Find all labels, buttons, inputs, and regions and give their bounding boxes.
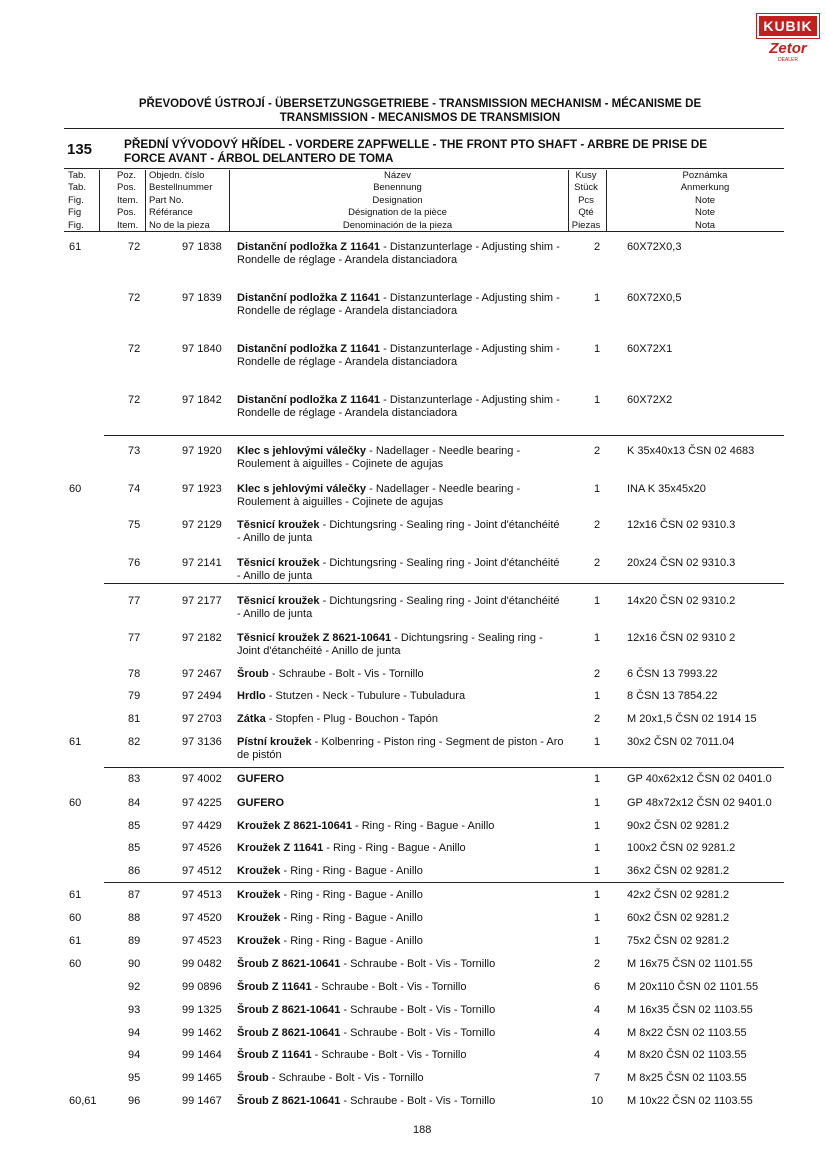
note-cell: M 20x110 ČSN 02 1101.55 [627, 981, 759, 993]
part-number-cell: 97 4526 [182, 842, 222, 854]
mechanism-title [100, 97, 740, 125]
part-translations: - Schraube - Bolt - Vis - Tornillo [271, 1072, 424, 1084]
quantity-cell: 1 [593, 797, 601, 809]
description-cell [237, 632, 565, 658]
part-translations: - Kolbenring - Piston ring - Segment de piston - Aro de pistón [237, 736, 564, 761]
part-number-cell: 97 4523 [182, 935, 222, 947]
part-number-cell: 99 0896 [182, 981, 222, 993]
part-number-cell: 97 1842 [182, 394, 222, 406]
description-cell [237, 292, 565, 318]
part-number-cell: 99 1462 [182, 1027, 222, 1039]
quantity-cell: 1 [593, 632, 601, 644]
header-line: Pos. [117, 207, 137, 219]
position-cell: 82 [128, 736, 141, 748]
part-translations: - Schraube - Bolt - Vis - Tornillo [343, 1027, 496, 1039]
note-cell: 60X72X0,5 [627, 292, 682, 304]
part-number-cell: 97 1920 [182, 445, 222, 457]
position-cell: 75 [128, 519, 141, 531]
quantity-cell: 1 [593, 736, 601, 748]
description-cell [237, 889, 565, 902]
column-divider [145, 170, 146, 232]
note-cell: 14x20 ČSN 02 9310.2 [627, 595, 736, 607]
position-cell: 90 [128, 958, 141, 970]
header-line: Item. [117, 194, 139, 206]
position-cell: 94 [128, 1049, 141, 1061]
description-cell [237, 865, 565, 878]
part-name: Šroub Z 8621-10641 [237, 958, 341, 970]
column-header-note [610, 170, 800, 232]
quantity-cell: 2 [593, 519, 601, 531]
note-cell: 12x16 ČSN 02 9310.3 [627, 519, 736, 531]
part-name: GUFERO [237, 797, 285, 809]
description-cell [237, 981, 565, 994]
position-cell: 76 [128, 557, 141, 569]
part-translations: - Distanzunterlage - Adjusting shim - Rondelle de réglage - Arandela distanciadora [237, 343, 560, 368]
quantity-cell: 4 [593, 1004, 601, 1016]
part-name: GUFERO [237, 773, 285, 785]
position-cell: 84 [128, 797, 141, 809]
fig-cell: 61 [69, 241, 82, 253]
group-separator [104, 767, 784, 768]
part-name: Kroužek [237, 935, 281, 947]
group-separator [104, 882, 784, 883]
part-name: Šroub Z 8621-10641 [237, 1004, 341, 1016]
note-cell: M 8x20 ČSN 02 1103.55 [627, 1049, 747, 1061]
description-cell [237, 935, 565, 948]
part-translations: - Nadellager - Needle bearing - Roulement à aiguilles - Cojinete de agujas [237, 483, 521, 508]
part-translations: - Stopfen - Plug - Bouchon - Tapón [268, 713, 438, 725]
header-line: Note [694, 207, 716, 219]
part-name: Šroub Z 11641 [237, 981, 312, 993]
part-number-cell: 99 1467 [182, 1095, 222, 1107]
part-translations: - Ring - Ring - Bague - Anillo [283, 935, 423, 947]
quantity-cell: 1 [593, 394, 601, 406]
description-cell [237, 1027, 565, 1040]
position-cell: 72 [128, 343, 141, 355]
part-number-cell: 97 2129 [182, 519, 222, 531]
fig-cell: 60 [69, 958, 82, 970]
part-number-cell: 97 4225 [182, 797, 222, 809]
description-cell [237, 241, 565, 267]
part-translations: - Ring - Ring - Bague - Anillo [283, 865, 423, 877]
position-cell: 72 [128, 394, 141, 406]
note-cell: GP 40x62x12 ČSN 02 0401.0 [627, 773, 772, 785]
note-cell: 90x2 ČSN 02 9281.2 [627, 820, 730, 832]
part-number-cell: 97 2467 [182, 668, 222, 680]
part-translations: - Distanzunterlage - Adjusting shim - Rondelle de réglage - Arandela distanciadora [237, 394, 560, 419]
part-translations: - Schraube - Bolt - Vis - Tornillo [343, 958, 496, 970]
description-cell [237, 820, 565, 833]
part-number-cell: 97 4512 [182, 865, 222, 877]
column-header-name [230, 170, 565, 232]
header-line: Stück [574, 182, 598, 194]
kubik-zetor-logo [757, 14, 819, 72]
position-cell: 87 [128, 889, 141, 901]
quantity-cell: 1 [593, 595, 601, 607]
note-cell: GP 48x72x12 ČSN 02 9401.0 [627, 797, 772, 809]
part-name: Šroub Z 11641 [237, 1049, 312, 1061]
part-name: Klec s jehlovými válečky [237, 445, 367, 457]
part-name: Distanční podložka Z 11641 [237, 241, 381, 253]
quantity-cell: 2 [593, 958, 601, 970]
part-translations: - Ring - Ring - Bague - Anillo [355, 820, 495, 832]
description-cell [237, 842, 565, 855]
position-cell: 89 [128, 935, 141, 947]
note-cell: M 10x22 ČSN 02 1103.55 [627, 1095, 753, 1107]
part-translations: - Ring - Ring - Bague - Anillo [283, 889, 423, 901]
logo-brand: KUBIK [757, 14, 819, 38]
quantity-cell: 4 [593, 1049, 601, 1061]
note-cell: 36x2 ČSN 02 9281.2 [627, 865, 730, 877]
position-cell: 92 [128, 981, 141, 993]
header-line: Fig. [68, 194, 84, 206]
position-cell: 85 [128, 820, 141, 832]
part-name: Zátka [237, 713, 266, 725]
part-translations: - Ring - Ring - Bague - Anillo [326, 842, 466, 854]
position-cell: 78 [128, 668, 141, 680]
section-title [124, 137, 774, 165]
part-number-cell: 97 4520 [182, 912, 222, 924]
note-cell: 60x2 ČSN 02 9281.2 [627, 912, 730, 924]
note-cell: 60X72X1 [627, 343, 673, 355]
quantity-cell: 2 [593, 241, 601, 253]
note-cell: 60X72X2 [627, 394, 673, 406]
column-divider [229, 170, 230, 232]
quantity-cell: 1 [593, 912, 601, 924]
position-cell: 86 [128, 865, 141, 877]
header-line: Objedn. číslo [149, 170, 205, 181]
part-name: Šroub [237, 668, 269, 680]
quantity-cell: 1 [593, 889, 601, 901]
part-name: Šroub Z 8621-10641 [237, 1027, 341, 1039]
position-cell: 72 [128, 241, 141, 253]
part-translations: - Schraube - Bolt - Vis - Tornillo [314, 1049, 467, 1061]
note-cell: 12x16 ČSN 02 9310 2 [627, 632, 736, 644]
note-cell: M 8x22 ČSN 02 1103.55 [627, 1027, 747, 1039]
section-title-line1: PŘEDNÍ VÝVODOVÝ HŘÍDEL - VORDERE ZAPFWELLE - THE FRONT PTO SHAFT - ARBRE DE PRISE DE [124, 137, 708, 151]
part-translations: - Nadellager - Needle bearing - Roulement à aiguilles - Cojinete de agujas [237, 445, 521, 470]
part-name: Šroub Z 8621-10641 [237, 1095, 341, 1107]
part-number-cell: 99 1465 [182, 1072, 222, 1084]
header-line: Note [694, 194, 716, 206]
note-cell: 60X72X0,3 [627, 241, 682, 253]
column-header-qty [566, 170, 606, 232]
note-cell: 75x2 ČSN 02 9281.2 [627, 935, 730, 947]
section-number: 135 [67, 141, 93, 158]
part-number-cell: 97 1840 [182, 343, 222, 355]
part-name: Distanční podložka Z 11641 [237, 292, 381, 304]
table-top-rule [64, 168, 784, 169]
part-number-cell: 97 1839 [182, 292, 222, 304]
description-cell [237, 1095, 565, 1108]
part-number-cell: 97 3136 [182, 736, 222, 748]
description-cell [237, 483, 565, 509]
section-title-line2: FORCE AVANT - ÁRBOL DELANTERO DE TOMA [124, 151, 394, 165]
fig-cell: 60,61 [69, 1095, 97, 1107]
table-header-bottom-rule [64, 231, 784, 232]
header-line: Kusy [575, 170, 597, 181]
part-number-cell: 97 2177 [182, 595, 222, 607]
description-cell [237, 1072, 565, 1085]
part-name: Distanční podložka Z 11641 [237, 394, 381, 406]
part-number-cell: 99 0482 [182, 958, 222, 970]
page-number: 188 [413, 1124, 432, 1136]
part-translations: - Ring - Ring - Bague - Anillo [283, 912, 423, 924]
part-translations: - Schraube - Bolt - Vis - Tornillo [314, 981, 467, 993]
group-separator [104, 583, 784, 584]
description-cell [237, 713, 565, 726]
quantity-cell: 1 [593, 343, 601, 355]
position-cell: 77 [128, 632, 141, 644]
quantity-cell: 6 [593, 981, 601, 993]
part-number-cell: 97 2182 [182, 632, 222, 644]
header-line: Piezas [571, 219, 601, 231]
mechanism-title-line1: PŘEVODOVÉ ÚSTROJÍ - ÜBERSETZUNGSGETRIEBE - TRANSMISSION MECHANISM - MÉCANISME DE [138, 98, 702, 110]
column-divider [99, 170, 100, 232]
part-translations: - Dichtungsring - Sealing ring - Joint d'étanchéité - Anillo de junta [237, 595, 560, 620]
note-cell: 42x2 ČSN 02 9281.2 [627, 889, 730, 901]
part-name: Kroužek [237, 865, 281, 877]
header-rule [64, 128, 784, 129]
note-cell: M 16x75 ČSN 02 1101.55 [627, 958, 753, 970]
header-line: Bestellnummer [149, 182, 213, 194]
part-translations: - Stutzen - Neck - Tubulure - Tubuladura [268, 690, 466, 702]
header-line: Tab. [68, 182, 86, 194]
description-cell [237, 445, 565, 471]
fig-cell: 60 [69, 797, 82, 809]
description-cell [237, 1004, 565, 1017]
column-header-pos [117, 170, 143, 232]
group-separator [104, 435, 784, 436]
note-cell: 100x2 ČSN 02 9281.2 [627, 842, 736, 854]
fig-cell: 61 [69, 736, 82, 748]
quantity-cell: 7 [593, 1072, 601, 1084]
description-cell [237, 668, 565, 681]
description-cell [237, 690, 565, 703]
part-name: Kroužek Z 8621-10641 [237, 820, 352, 832]
note-cell: M 8x25 ČSN 02 1103.55 [627, 1072, 747, 1084]
description-cell [237, 736, 565, 762]
header-line: Poznámka [682, 170, 728, 181]
position-cell: 73 [128, 445, 141, 457]
part-number-cell: 97 4002 [182, 773, 222, 785]
header-line: Anmerkung [680, 182, 730, 194]
header-line: Fig. [68, 219, 84, 231]
quantity-cell: 2 [593, 557, 601, 569]
fig-cell: 61 [69, 935, 82, 947]
part-name: Těsnicí kroužek [237, 519, 320, 531]
note-cell: 8 ČSN 13 7854.22 [627, 690, 718, 702]
part-name: Hrdlo [237, 690, 266, 702]
part-name: Pístní kroužek [237, 736, 312, 748]
part-number-cell: 99 1325 [182, 1004, 222, 1016]
part-name: Kroužek [237, 912, 281, 924]
description-cell [237, 519, 565, 545]
description-cell [237, 797, 565, 810]
position-cell: 83 [128, 773, 141, 785]
quantity-cell: 2 [593, 713, 601, 725]
fig-cell: 61 [69, 889, 82, 901]
header-line: Designation [372, 194, 423, 206]
part-name: Těsnicí kroužek [237, 557, 320, 569]
quantity-cell: 1 [593, 842, 601, 854]
logo-dealer: DEALER [777, 57, 798, 63]
position-cell: 85 [128, 842, 141, 854]
fig-cell: 60 [69, 912, 82, 924]
part-number-cell: 97 2703 [182, 713, 222, 725]
description-cell [237, 557, 565, 583]
header-line: Denominación de la pieza [342, 219, 453, 231]
quantity-cell: 1 [593, 690, 601, 702]
header-line: Part No. [149, 194, 184, 206]
part-number-cell: 97 2141 [182, 557, 222, 569]
header-line: Nota [694, 219, 716, 231]
quantity-cell: 4 [593, 1027, 601, 1039]
note-cell: 20x24 ČSN 02 9310.3 [627, 557, 736, 569]
note-cell: M 16x35 ČSN 02 1103.55 [627, 1004, 753, 1016]
part-name: Kroužek [237, 889, 281, 901]
part-name: Šroub [237, 1072, 269, 1084]
header-line: Pos. [117, 182, 137, 194]
note-cell: M 20x1,5 ČSN 02 1914 15 [627, 713, 757, 725]
part-translations: - Schraube - Bolt - Vis - Tornillo [271, 668, 424, 680]
part-translations: - Dichtungsring - Sealing ring - Joint d'étanchéité - Anillo de junta [237, 519, 560, 544]
quantity-cell: 1 [593, 935, 601, 947]
column-header-fig [68, 170, 96, 232]
position-cell: 95 [128, 1072, 141, 1084]
position-cell: 72 [128, 292, 141, 304]
mechanism-title-line2: TRANSMISSION - MECANISMOS DE TRANSMISION [279, 112, 561, 124]
part-name: Těsnicí kroužek [237, 595, 320, 607]
note-cell: K 35x40x13 ČSN 02 4683 [627, 445, 755, 457]
note-cell: INA K 35x45x20 [627, 483, 706, 495]
position-cell: 81 [128, 713, 141, 725]
description-cell [237, 595, 565, 621]
part-number-cell: 97 4513 [182, 889, 222, 901]
header-line: Qté [578, 207, 594, 219]
part-number-cell: 97 1923 [182, 483, 222, 495]
description-cell [237, 343, 565, 369]
header-line: Fig [68, 207, 82, 219]
position-cell: 93 [128, 1004, 141, 1016]
header-line: Název [384, 170, 411, 181]
note-cell: 6 ČSN 13 7993.22 [627, 668, 718, 680]
part-name: Těsnicí kroužek Z 8621-10641 [237, 632, 392, 644]
header-line: Tab. [68, 170, 86, 181]
part-translations: - Dichtungsring - Sealing ring - Joint d'étanchéité - Anillo de junta [237, 557, 560, 582]
part-number-cell: 97 1838 [182, 241, 222, 253]
quantity-cell: 1 [593, 773, 601, 785]
part-translations: - Schraube - Bolt - Vis - Tornillo [343, 1095, 496, 1107]
header-line: Item. [117, 219, 139, 231]
position-cell: 96 [128, 1095, 141, 1107]
quantity-cell: 1 [593, 820, 601, 832]
quantity-cell: 10 [590, 1095, 604, 1107]
part-number-cell: 97 4429 [182, 820, 222, 832]
quantity-cell: 1 [593, 483, 601, 495]
part-translations: - Schraube - Bolt - Vis - Tornillo [343, 1004, 496, 1016]
header-line: Poz. [117, 170, 137, 181]
description-cell [237, 394, 565, 420]
position-cell: 74 [128, 483, 141, 495]
description-cell [237, 1049, 565, 1062]
note-cell: 30x2 ČSN 02 7011.04 [627, 736, 735, 748]
position-cell: 77 [128, 595, 141, 607]
position-cell: 79 [128, 690, 141, 702]
header-line: Désignation de la pièce [348, 207, 447, 219]
column-divider [568, 170, 569, 232]
description-cell [237, 912, 565, 925]
position-cell: 94 [128, 1027, 141, 1039]
header-line: Benennung [373, 182, 422, 194]
header-line: No de la pieza [149, 219, 210, 231]
fig-cell: 60 [69, 483, 82, 495]
logo-zetor: Zetor [769, 40, 807, 57]
part-number-cell: 97 2494 [182, 690, 222, 702]
description-cell [237, 958, 565, 971]
part-name: Kroužek Z 11641 [237, 842, 324, 854]
header-line: Pcs [578, 194, 594, 206]
quantity-cell: 1 [593, 292, 601, 304]
quantity-cell: 1 [593, 865, 601, 877]
part-translations: - Distanzunterlage - Adjusting shim - Rondelle de réglage - Arandela distanciadora [237, 241, 560, 266]
part-name: Klec s jehlovými válečky [237, 483, 367, 495]
column-header-part-number [149, 170, 229, 232]
part-translations: - Distanzunterlage - Adjusting shim - Rondelle de réglage - Arandela distanciadora [237, 292, 560, 317]
part-translations: - Dichtungsring - Sealing ring - Joint d'étanchéité - Anillo de junta [237, 632, 543, 657]
quantity-cell: 2 [593, 668, 601, 680]
header-line: Référance [149, 207, 193, 219]
part-name: Distanční podložka Z 11641 [237, 343, 381, 355]
position-cell: 88 [128, 912, 141, 924]
column-divider [606, 170, 607, 232]
part-number-cell: 99 1464 [182, 1049, 222, 1061]
description-cell [237, 773, 565, 786]
quantity-cell: 2 [593, 445, 601, 457]
